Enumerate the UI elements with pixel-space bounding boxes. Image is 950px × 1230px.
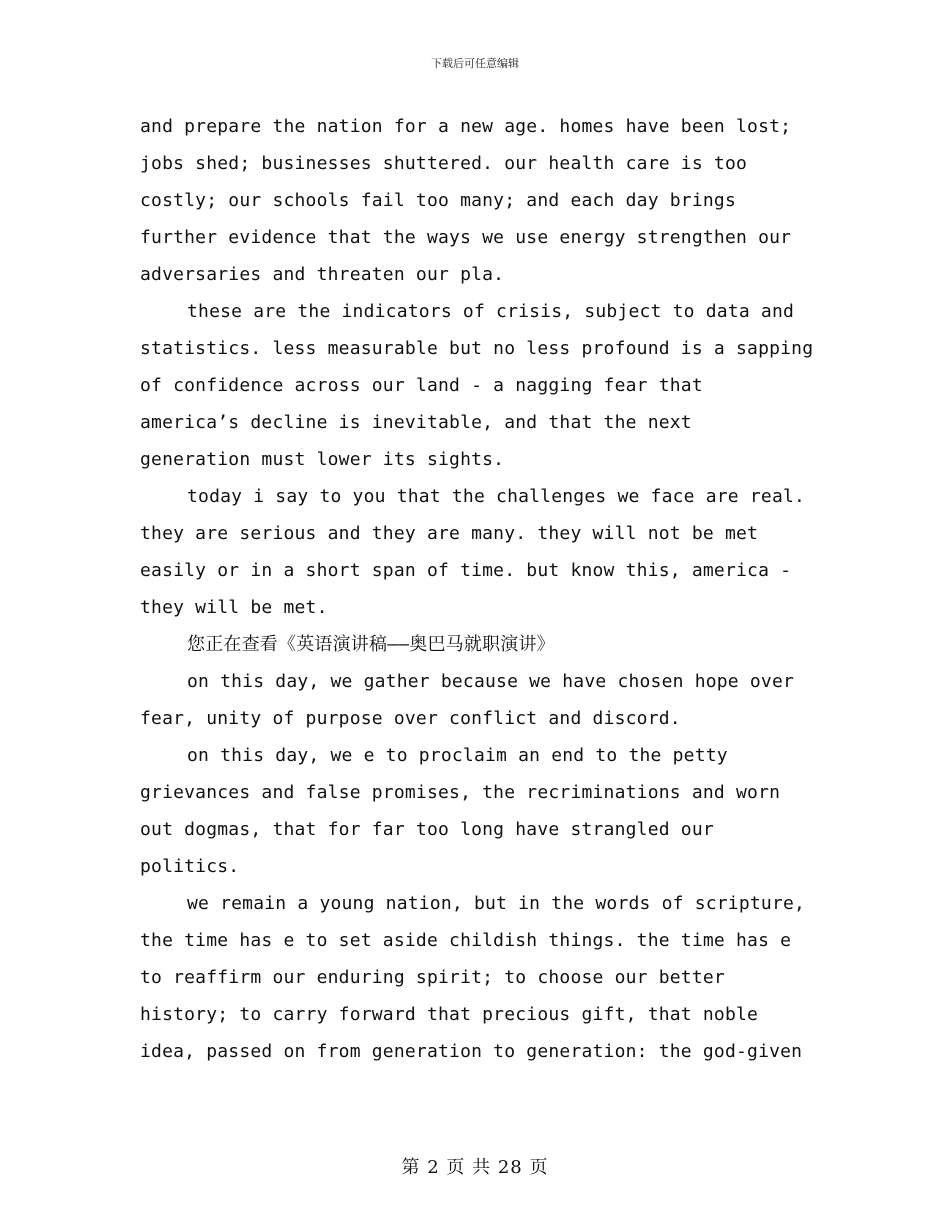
text-line: adversaries and threaten our pla. (140, 264, 505, 285)
paragraph-start-line: today i say to you that the challenges we face are real. (187, 486, 806, 507)
text-line: to reaffirm our enduring spirit; to choose our better (140, 967, 725, 988)
text-line: costly; our schools fail too many; and each day brings (140, 190, 736, 211)
text-line: america’s decline is inevitable, and that the next (140, 412, 692, 433)
text-line: and prepare the nation for a new age. homes have been lost; (140, 116, 792, 137)
text-line: history; to carry forward that precious gift, that noble (140, 1004, 759, 1025)
paragraph-start-line: on this day, we gather because we have chosen hope over (187, 671, 795, 692)
text-line: they will be met. (140, 597, 328, 618)
paragraph-start-line: on this day, we e to proclaim an end to the petty (187, 745, 728, 766)
text-line: statistics. less measurable but no less profound is a sapping (140, 338, 814, 359)
document-body (140, 108, 830, 1070)
text-line: easily or in a short span of time. but know this, america - (140, 560, 792, 581)
text-line: further evidence that the ways we use energy strengthen our (140, 227, 792, 248)
page-header: 下载后可任意编辑 (431, 57, 519, 70)
text-line: fear, unity of purpose over conflict and discord. (140, 708, 681, 729)
text-line: idea, passed on from generation to generation: the god-given (140, 1041, 803, 1062)
page-footer: 第 2 页 共 28 页 (401, 1157, 549, 1178)
text-line: out dogmas, that for far too long have strangled our (140, 819, 714, 840)
text-line: grievances and false promises, the recriminations and worn (140, 782, 781, 803)
text-line: jobs shed; businesses shuttered. our health care is too (140, 153, 748, 174)
text-line: politics. (140, 856, 240, 877)
text-line: they are serious and they are many. they will not be met (140, 523, 759, 544)
text-line: generation must lower its sights. (140, 449, 505, 470)
text-line: the time has e to set aside childish things. the time has e (140, 930, 792, 951)
chinese-notice-line: 您正在查看《英语演讲稿——奥巴马就职演讲》 (187, 634, 555, 655)
text-line: of confidence across our land - a nagging fear that (140, 375, 703, 396)
paragraph-start-line: we remain a young nation, but in the words of scripture, (187, 893, 806, 914)
paragraph-start-line: these are the indicators of crisis, subject to data and (187, 301, 795, 322)
